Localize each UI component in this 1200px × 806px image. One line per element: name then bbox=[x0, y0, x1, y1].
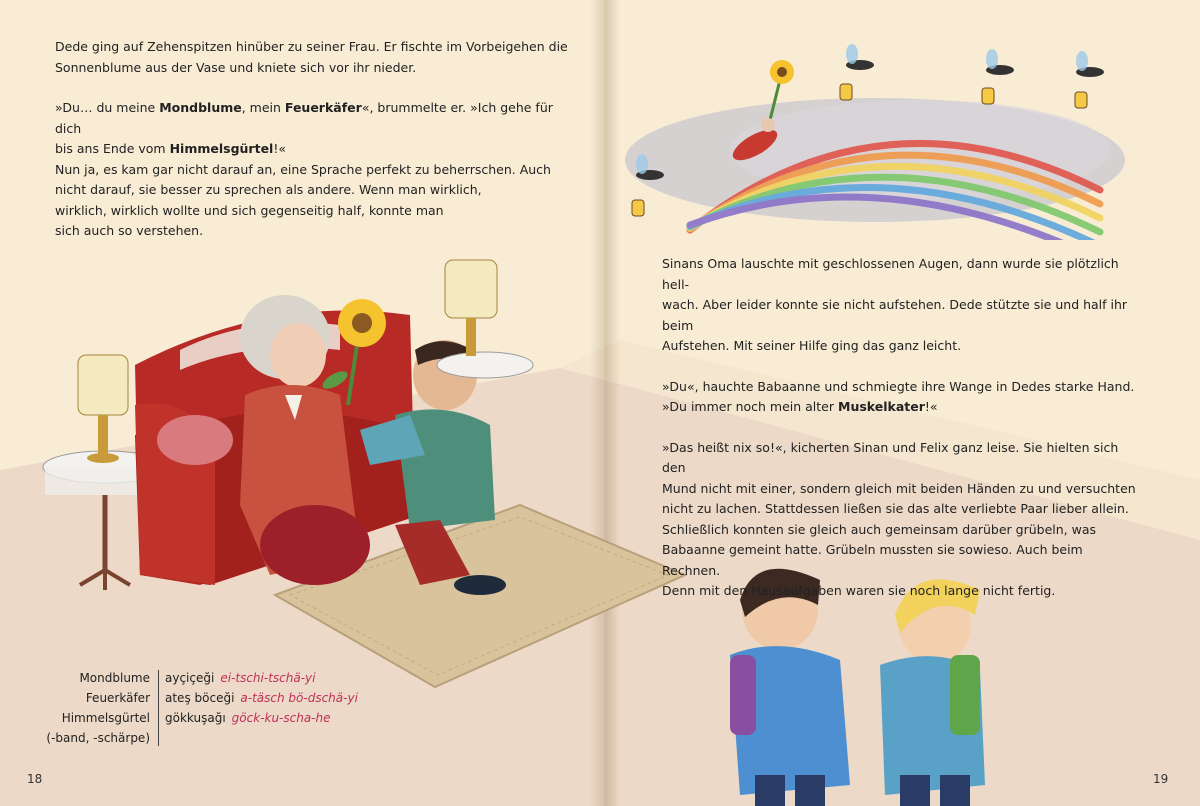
page-number-right: 19 bbox=[1153, 772, 1169, 786]
glossary-term: Mondblume bbox=[79, 671, 150, 685]
paragraph: »Das heißt nix so!«, kicherten Sinan und Felix ganz leise. Sie hielten sich den Mund nicht mit einer, sondern gleich mit beiden Händen zu und versuchten nicht zu lachen. Stattdessen ließen sie das alte verliebte Paar lieber allein. Schließlich konnten sie gleich auch gemeinsam darüber grübeln, was Babaanne gemeint hatte. Grübeln mussten sie sowieso. Auch beim Rechnen. Denn mit den Hausaufgaben waren sie noch lange nicht fertig. bbox=[662, 439, 1136, 598]
turkish-word: gökkuşağı bbox=[165, 711, 226, 725]
pronunciation: göck-ku-scha-he bbox=[231, 711, 331, 725]
glossary-divider bbox=[158, 670, 159, 746]
paragraph: »Du… du meine Mondblume, mein Feuerkäfer«, brummelte er. »Ich gehe für dich bis ans Ende vom Himmelsgürtel!« Nun ja, es kam gar nicht darauf an, eine Sprache perfekt zu beherrschen. Auch nicht darauf, sie besser zu sprechen als andere. Wenn man wirklich, wirklich, wirklich wollte und sich gegenseitig half, konnte man sich auch so verstehen. bbox=[55, 100, 553, 238]
firefly-icon bbox=[1075, 51, 1104, 108]
pronunciation: a-täsch bö-dschä-yi bbox=[240, 691, 358, 705]
boy-dark-hair bbox=[730, 569, 850, 806]
side-table-right bbox=[437, 260, 533, 378]
glossary-terms bbox=[40, 668, 150, 748]
pronunciation: ei-tschi-tschä-yi bbox=[220, 671, 316, 685]
bold-term: Feuerkäfer bbox=[284, 100, 362, 115]
right-page-text bbox=[662, 254, 1142, 602]
firefly-icon bbox=[982, 49, 1014, 104]
paragraph: Sinans Oma lauschte mit geschlossenen Augen, dann wurde sie plötzlich hell- wach. Aber leider konnte sie nicht aufstehen. Dede stützte sie und half ihr beim Aufstehen. Mit seiner Hilfe ging das ganz leicht. bbox=[662, 256, 1128, 353]
glossary-term: Feuerkäfer bbox=[85, 691, 150, 705]
bold-term: Mondblume bbox=[159, 100, 242, 115]
glossary-entry bbox=[165, 708, 425, 728]
lamp-left bbox=[78, 355, 128, 463]
boy-blond-hair bbox=[880, 579, 985, 806]
left-page-text bbox=[55, 37, 575, 242]
glossary-entry bbox=[165, 668, 425, 688]
bold-term: Muskelkater bbox=[838, 399, 925, 414]
rainbow-illustration bbox=[620, 40, 1140, 240]
glossary-term: (-band, -schärpe) bbox=[46, 731, 150, 745]
turkish-word: ateş böceği bbox=[165, 691, 235, 705]
page-number-left: 18 bbox=[27, 772, 43, 786]
glossary-translations bbox=[165, 668, 425, 728]
paragraph: Dede ging auf Zehenspitzen hinüber zu seiner Frau. Er fischte im Vorbeigehen die Sonnenblume aus der Vase und kniete sich vor ihr nieder. bbox=[55, 39, 568, 75]
glossary-entry bbox=[165, 688, 425, 708]
paragraph: »Du«, hauchte Babaanne und schmiegte ihre Wange in Dedes starke Hand. »Du immer noch mein alter Muskelkater!« bbox=[662, 378, 1135, 414]
couple-sofa-illustration bbox=[40, 255, 700, 690]
firefly-icon bbox=[840, 44, 874, 100]
glossary-term: Himmelsgürtel bbox=[61, 711, 150, 725]
bold-term: Himmelsgürtel bbox=[169, 141, 274, 156]
turkish-word: ayçiçeği bbox=[165, 671, 215, 685]
